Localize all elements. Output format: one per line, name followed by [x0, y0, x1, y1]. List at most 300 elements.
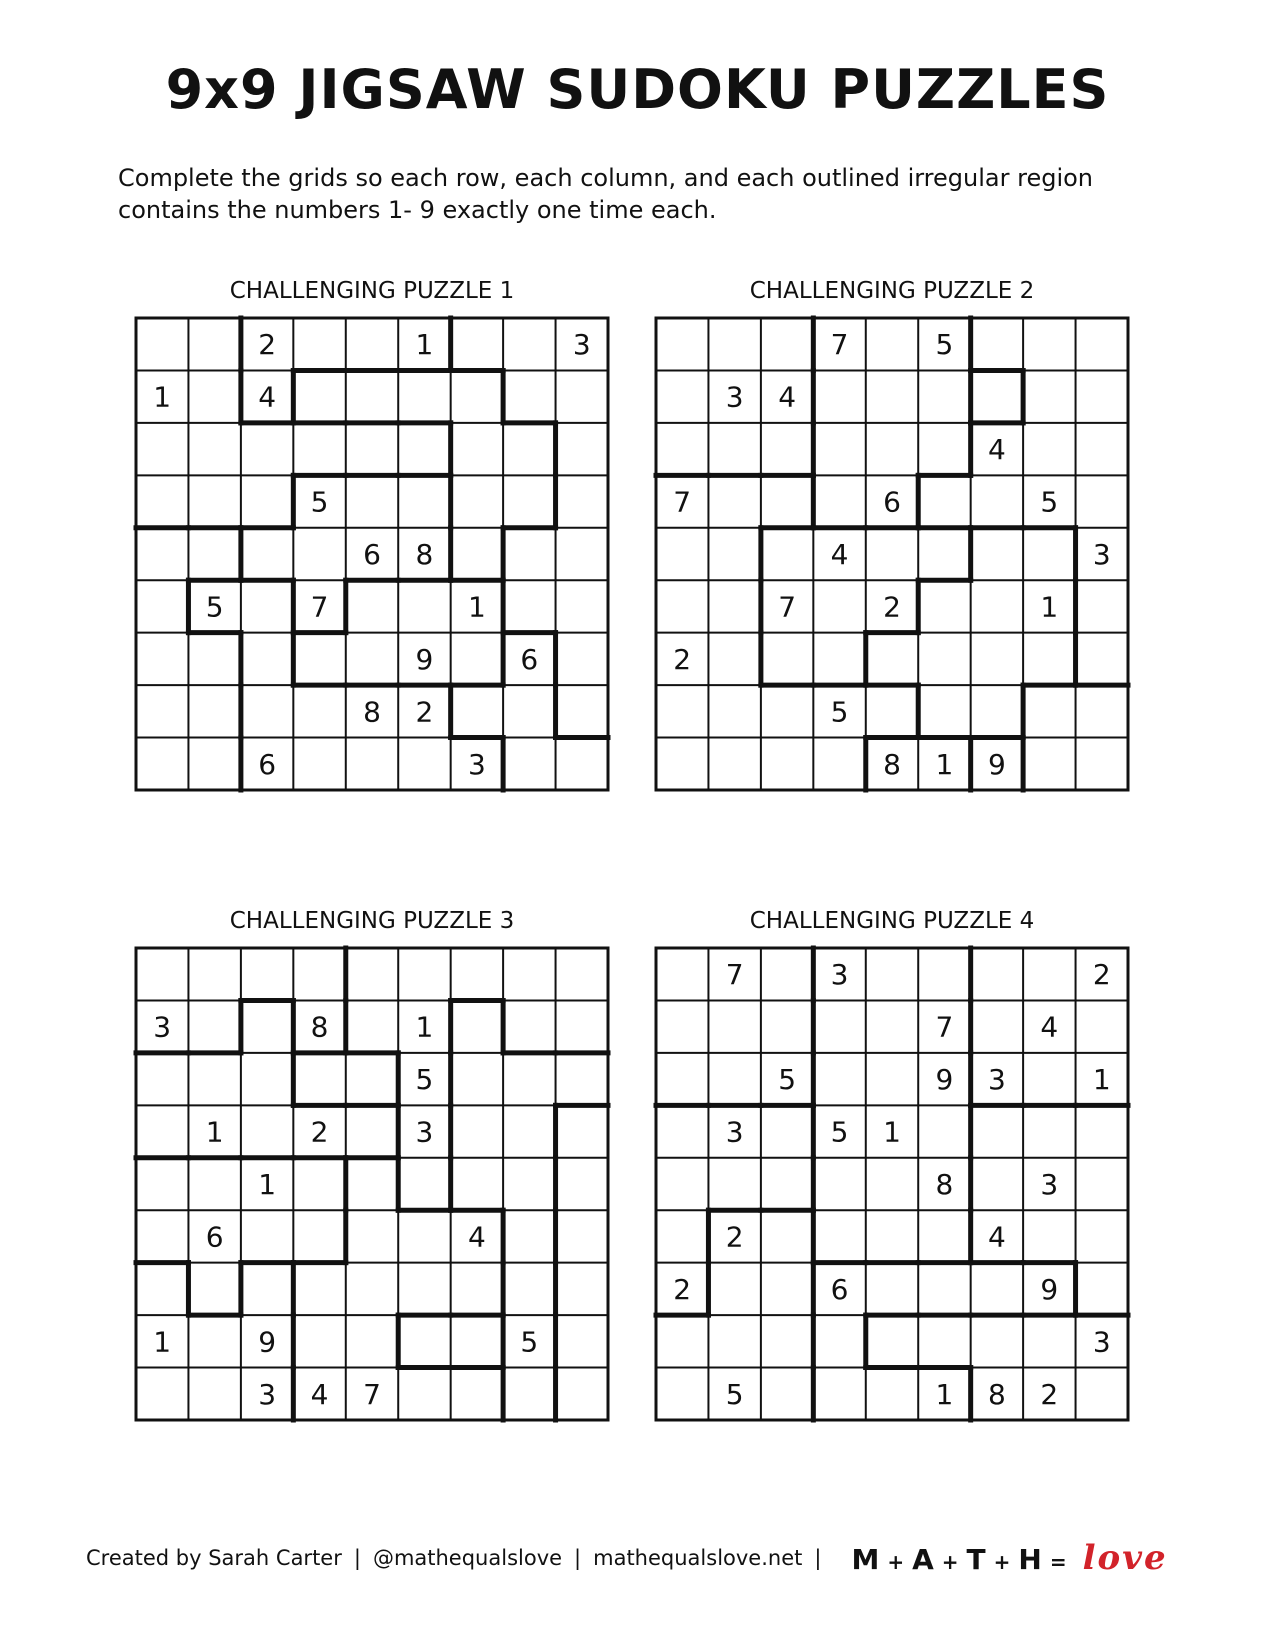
- grid-cell[interactable]: [293, 1053, 345, 1105]
- grid-cell[interactable]: [1076, 633, 1128, 685]
- grid-cell[interactable]: [398, 1210, 450, 1262]
- grid-cell[interactable]: [866, 1315, 918, 1367]
- grid-cell[interactable]: [188, 1263, 240, 1315]
- grid-cell[interactable]: [1076, 1368, 1128, 1420]
- grid-cell[interactable]: [398, 475, 450, 527]
- grid-cell[interactable]: [556, 580, 608, 632]
- grid-cell[interactable]: [293, 1158, 345, 1210]
- grid-cell[interactable]: [813, 423, 865, 475]
- given-number: 6: [258, 747, 277, 781]
- grid-cell[interactable]: [708, 580, 760, 632]
- grid-cell[interactable]: [971, 475, 1023, 527]
- grid-cell[interactable]: [813, 738, 865, 790]
- grid-cell[interactable]: [1023, 1105, 1075, 1157]
- grid-cell[interactable]: [708, 738, 760, 790]
- grid-cell[interactable]: [1076, 1263, 1128, 1315]
- grid-cell[interactable]: [241, 528, 293, 580]
- grid-cell[interactable]: [136, 685, 188, 737]
- given-number: 1: [1092, 1063, 1111, 1097]
- grid-cell[interactable]: [1023, 1315, 1075, 1367]
- grid-cell[interactable]: [918, 528, 970, 580]
- grid-cell[interactable]: [1076, 685, 1128, 737]
- grid-cell[interactable]: [971, 633, 1023, 685]
- grid-cell[interactable]: [1076, 1105, 1128, 1157]
- grid-cell[interactable]: [241, 475, 293, 527]
- grid-cell[interactable]: [136, 580, 188, 632]
- grid-cell[interactable]: [708, 318, 760, 370]
- grid-cell[interactable]: [451, 1105, 503, 1157]
- grid-cell[interactable]: [971, 1105, 1023, 1157]
- grid-cell[interactable]: [761, 1000, 813, 1052]
- grid-cell[interactable]: [1023, 633, 1075, 685]
- grid-cell[interactable]: [136, 475, 188, 527]
- grid-cell[interactable]: [656, 1315, 708, 1367]
- given-number: 6: [830, 1272, 849, 1306]
- grid-cell[interactable]: [556, 633, 608, 685]
- grid-cell[interactable]: [241, 948, 293, 1000]
- grid-cell[interactable]: [656, 948, 708, 1000]
- grid-cell[interactable]: [708, 528, 760, 580]
- given-number: 7: [673, 485, 692, 519]
- grid-cell[interactable]: [556, 1315, 608, 1367]
- grid-cell[interactable]: [1023, 1210, 1075, 1262]
- given-number: 4: [987, 433, 1006, 467]
- grid-cell[interactable]: [556, 1368, 608, 1420]
- grid-cell[interactable]: [1076, 1000, 1128, 1052]
- given-number: 2: [258, 328, 277, 362]
- grid-cell[interactable]: [556, 1210, 608, 1262]
- grid-cell[interactable]: [761, 475, 813, 527]
- grid-cell[interactable]: [398, 738, 450, 790]
- given-number: 6: [205, 1220, 224, 1254]
- grid-cell[interactable]: [241, 1210, 293, 1262]
- grid-cell[interactable]: [708, 685, 760, 737]
- grid-cell[interactable]: [556, 738, 608, 790]
- footer-handle[interactable]: @mathequalslove: [372, 1546, 563, 1570]
- grid-cell[interactable]: [656, 1158, 708, 1210]
- grid-cell[interactable]: [503, 1368, 555, 1420]
- given-number: 1: [935, 1377, 954, 1411]
- grid-cell[interactable]: [346, 475, 398, 527]
- given-number: 6: [883, 485, 901, 519]
- grid-svg: [136, 948, 608, 1420]
- grid-cell[interactable]: [656, 1210, 708, 1262]
- grid-cell[interactable]: [656, 685, 708, 737]
- given-number: 2: [1092, 958, 1111, 992]
- grid-svg: [656, 318, 1128, 790]
- grid-cell[interactable]: [451, 1053, 503, 1105]
- grid-cell[interactable]: [451, 475, 503, 527]
- grid-cell[interactable]: [503, 580, 555, 632]
- grid-cell[interactable]: [1076, 370, 1128, 422]
- given-number: 1: [415, 1010, 434, 1044]
- grid-cell[interactable]: [761, 1315, 813, 1367]
- grid-cell[interactable]: [503, 685, 555, 737]
- grid-cell[interactable]: [136, 633, 188, 685]
- given-number: 4: [310, 1377, 329, 1411]
- grid-cell[interactable]: [346, 370, 398, 422]
- grid-cell[interactable]: [866, 948, 918, 1000]
- grid-cell[interactable]: [761, 738, 813, 790]
- given-number: 4: [467, 1220, 486, 1254]
- sudoku-grid[interactable]: [656, 948, 1128, 1420]
- grid-cell[interactable]: [813, 475, 865, 527]
- grid-cell[interactable]: [293, 948, 345, 1000]
- grid-cell[interactable]: [503, 1000, 555, 1052]
- grid-cell[interactable]: [136, 1158, 188, 1210]
- given-number: 1: [1040, 590, 1059, 624]
- grid-cell[interactable]: [346, 1210, 398, 1262]
- grid-cell[interactable]: [346, 1315, 398, 1367]
- grid-cell[interactable]: [503, 528, 555, 580]
- logo-plus: +: [941, 1550, 961, 1574]
- grid-cell[interactable]: [398, 1158, 450, 1210]
- grid-cell[interactable]: [761, 1368, 813, 1420]
- grid-cell[interactable]: [708, 1315, 760, 1367]
- grid-cell[interactable]: [346, 1263, 398, 1315]
- grid-cell[interactable]: [293, 1315, 345, 1367]
- grid-cell[interactable]: [241, 1263, 293, 1315]
- grid-cell[interactable]: [451, 1000, 503, 1052]
- grid-cell[interactable]: [708, 475, 760, 527]
- grid-cell[interactable]: [346, 318, 398, 370]
- grid-cell[interactable]: [293, 738, 345, 790]
- grid-cell[interactable]: [918, 1105, 970, 1157]
- grid-cell[interactable]: [866, 1158, 918, 1210]
- grid-cell[interactable]: [293, 423, 345, 475]
- instructions-line-1: Complete the grids so each row, each column, and each outlined irregular region: [118, 164, 1093, 192]
- grid-cell[interactable]: [761, 1158, 813, 1210]
- grid-cell[interactable]: [398, 948, 450, 1000]
- grid-cell[interactable]: [761, 633, 813, 685]
- sudoku-grid[interactable]: [136, 948, 608, 1420]
- grid-cell[interactable]: [813, 1368, 865, 1420]
- grid-cell[interactable]: [188, 475, 240, 527]
- grid-cell[interactable]: [866, 1368, 918, 1420]
- given-number: 9: [415, 642, 434, 676]
- grid-cell[interactable]: [136, 318, 188, 370]
- grid-cell[interactable]: [556, 1158, 608, 1210]
- grid-cell[interactable]: [1076, 580, 1128, 632]
- grid-cell[interactable]: [188, 685, 240, 737]
- grid-cell[interactable]: [451, 633, 503, 685]
- grid-cell[interactable]: [346, 580, 398, 632]
- grid-cell[interactable]: [136, 1053, 188, 1105]
- given-number: 6: [520, 642, 539, 676]
- grid-cell[interactable]: [241, 685, 293, 737]
- grid-cell[interactable]: [918, 633, 970, 685]
- grid-cell[interactable]: [188, 423, 240, 475]
- grid-cell[interactable]: [346, 1000, 398, 1052]
- given-number: 5: [520, 1325, 539, 1359]
- grid-cell[interactable]: [556, 948, 608, 1000]
- grid-cell[interactable]: [293, 633, 345, 685]
- grid-cell[interactable]: [136, 1263, 188, 1315]
- grid-cell[interactable]: [451, 423, 503, 475]
- grid-cell[interactable]: [451, 1315, 503, 1367]
- grid-cell[interactable]: [188, 1315, 240, 1367]
- given-number: 3: [1040, 1168, 1059, 1201]
- given-number: 2: [310, 1115, 329, 1149]
- grid-cell[interactable]: [136, 738, 188, 790]
- grid-cell[interactable]: [556, 423, 608, 475]
- grid-cell[interactable]: [918, 1263, 970, 1315]
- grid-cell[interactable]: [1023, 685, 1075, 737]
- grid-cell[interactable]: [346, 423, 398, 475]
- grid-cell[interactable]: [761, 1105, 813, 1157]
- footer-credit: Created by Sarah Carter: [86, 1546, 342, 1570]
- grid-cell[interactable]: [708, 1158, 760, 1210]
- grid-cell[interactable]: [813, 1315, 865, 1367]
- grid-cell[interactable]: [866, 1053, 918, 1105]
- grid-cell[interactable]: [656, 318, 708, 370]
- grid-cell[interactable]: [1023, 370, 1075, 422]
- grid-cell[interactable]: [971, 370, 1023, 422]
- grid-cell[interactable]: [451, 1368, 503, 1420]
- grid-cell[interactable]: [293, 1210, 345, 1262]
- given-number: 1: [153, 380, 172, 414]
- grid-cell[interactable]: [1076, 475, 1128, 527]
- grid-cell[interactable]: [346, 1158, 398, 1210]
- given-number: 6: [363, 538, 381, 571]
- logo-plus: +: [993, 1550, 1013, 1574]
- given-number: 8: [363, 695, 381, 729]
- grid-cell[interactable]: [503, 1053, 555, 1105]
- given-number: 7: [310, 590, 329, 624]
- grid-cell[interactable]: [813, 370, 865, 422]
- footer-site-link[interactable]: mathequalslove.net: [593, 1546, 803, 1570]
- grid-cell[interactable]: [813, 633, 865, 685]
- grid-cell[interactable]: [866, 1210, 918, 1262]
- grid-cell[interactable]: [971, 1158, 1023, 1210]
- grid-cell[interactable]: [398, 370, 450, 422]
- grid-cell[interactable]: [451, 948, 503, 1000]
- grid-cell[interactable]: [136, 948, 188, 1000]
- grid-cell[interactable]: [1076, 423, 1128, 475]
- grid-cell[interactable]: [866, 370, 918, 422]
- grid-cell[interactable]: [813, 1158, 865, 1210]
- grid-cell[interactable]: [866, 423, 918, 475]
- grid-cell[interactable]: [971, 1000, 1023, 1052]
- grid-cell[interactable]: [918, 475, 970, 527]
- grid-cell[interactable]: [971, 318, 1023, 370]
- grid-cell[interactable]: [708, 1263, 760, 1315]
- grid-cell[interactable]: [656, 1105, 708, 1157]
- grid-cell[interactable]: [556, 528, 608, 580]
- grid-cell[interactable]: [918, 685, 970, 737]
- sudoku-grid[interactable]: [656, 318, 1128, 790]
- grid-cell[interactable]: [761, 948, 813, 1000]
- grid-cell[interactable]: [918, 423, 970, 475]
- grid-cell[interactable]: [451, 318, 503, 370]
- grid-cell[interactable]: [346, 738, 398, 790]
- grid-cell[interactable]: [1023, 423, 1075, 475]
- grid-cell[interactable]: [293, 370, 345, 422]
- grid-cell[interactable]: [556, 475, 608, 527]
- grid-cell[interactable]: [503, 738, 555, 790]
- grid-cell[interactable]: [241, 1053, 293, 1105]
- grid-cell[interactable]: [656, 580, 708, 632]
- grid-cell[interactable]: [293, 318, 345, 370]
- logo-letter-m: M: [851, 1543, 882, 1576]
- given-number: 1: [883, 1115, 901, 1149]
- grid-cell[interactable]: [918, 1210, 970, 1262]
- grid-cell[interactable]: [346, 633, 398, 685]
- sudoku-grid[interactable]: [136, 318, 608, 790]
- grid-cell[interactable]: [761, 1210, 813, 1262]
- grid-cell[interactable]: [398, 423, 450, 475]
- grid-cell[interactable]: [451, 1263, 503, 1315]
- given-number: 2: [673, 1272, 692, 1306]
- grid-cell[interactable]: [708, 423, 760, 475]
- puzzle-title: CHALLENGING PUZZLE 3: [229, 908, 515, 934]
- grid-cell[interactable]: [918, 580, 970, 632]
- given-number: 8: [883, 747, 901, 781]
- given-number: 3: [467, 747, 486, 781]
- grid-cell[interactable]: [451, 685, 503, 737]
- grid-cell[interactable]: [293, 1263, 345, 1315]
- grid-cell[interactable]: [1076, 318, 1128, 370]
- grid-cell[interactable]: [813, 1053, 865, 1105]
- grid-cell[interactable]: [188, 318, 240, 370]
- given-number: 3: [415, 1115, 434, 1149]
- given-number: 3: [1092, 1325, 1111, 1359]
- grid-cell[interactable]: [241, 1000, 293, 1052]
- grid-cell[interactable]: [556, 370, 608, 422]
- grid-cell[interactable]: [503, 948, 555, 1000]
- grid-cell[interactable]: [398, 1368, 450, 1420]
- grid-cell[interactable]: [813, 1000, 865, 1052]
- grid-cell[interactable]: [656, 423, 708, 475]
- grid-cell[interactable]: [503, 370, 555, 422]
- grid-cell[interactable]: [556, 1000, 608, 1052]
- grid-cell[interactable]: [761, 1263, 813, 1315]
- grid-cell[interactable]: [556, 685, 608, 737]
- grid-cell[interactable]: [293, 528, 345, 580]
- grid-cell[interactable]: [918, 948, 970, 1000]
- grid-cell[interactable]: [971, 948, 1023, 1000]
- grid-cell[interactable]: [188, 1053, 240, 1105]
- grid-cell[interactable]: [136, 423, 188, 475]
- grid-cell[interactable]: [866, 633, 918, 685]
- grid-cell[interactable]: [813, 580, 865, 632]
- grid-cell[interactable]: [1023, 318, 1075, 370]
- given-number: 8: [987, 1377, 1006, 1411]
- grid-cell[interactable]: [971, 528, 1023, 580]
- logo-love-script: love: [1082, 1538, 1168, 1578]
- grid-cell[interactable]: [1076, 1210, 1128, 1262]
- grid-cell[interactable]: [866, 1263, 918, 1315]
- grid-cell[interactable]: [656, 738, 708, 790]
- grid-cell[interactable]: [188, 1158, 240, 1210]
- given-number: 3: [258, 1377, 277, 1411]
- grid-cell[interactable]: [1076, 738, 1128, 790]
- grid-cell[interactable]: [1023, 948, 1075, 1000]
- grid-cell[interactable]: [451, 528, 503, 580]
- grid-cell[interactable]: [188, 370, 240, 422]
- grid-cell[interactable]: [866, 528, 918, 580]
- grid-cell[interactable]: [241, 580, 293, 632]
- instructions: [118, 162, 1178, 226]
- grid-cell[interactable]: [556, 1105, 608, 1157]
- grid-cell[interactable]: [188, 1368, 240, 1420]
- grid-cell[interactable]: [656, 528, 708, 580]
- grid-cell[interactable]: [656, 1000, 708, 1052]
- grid-cell[interactable]: [971, 1315, 1023, 1367]
- given-number: 4: [258, 380, 277, 414]
- grid-cell[interactable]: [241, 633, 293, 685]
- grid-cell[interactable]: [188, 738, 240, 790]
- grid-cell[interactable]: [761, 318, 813, 370]
- grid-cell[interactable]: [761, 423, 813, 475]
- grid-cell[interactable]: [918, 1315, 970, 1367]
- grid-cell[interactable]: [556, 1053, 608, 1105]
- grid-cell[interactable]: [503, 423, 555, 475]
- grid-cell[interactable]: [656, 1368, 708, 1420]
- grid-cell[interactable]: [136, 1210, 188, 1262]
- grid-cell[interactable]: [188, 528, 240, 580]
- grid-svg: [136, 318, 608, 790]
- grid-cell[interactable]: [556, 1263, 608, 1315]
- grid-cell[interactable]: [503, 1263, 555, 1315]
- grid-cell[interactable]: [136, 1105, 188, 1157]
- grid-cell[interactable]: [136, 1368, 188, 1420]
- grid-cell[interactable]: [866, 1000, 918, 1052]
- grid-cell[interactable]: [188, 1000, 240, 1052]
- grid-cell[interactable]: [708, 1000, 760, 1052]
- grid-cell[interactable]: [451, 370, 503, 422]
- grid-cell[interactable]: [656, 1053, 708, 1105]
- grid-cell[interactable]: [1023, 738, 1075, 790]
- grid-cell[interactable]: [136, 528, 188, 580]
- grid-cell[interactable]: [398, 580, 450, 632]
- grid-cell[interactable]: [398, 1315, 450, 1367]
- grid-cell[interactable]: [1023, 1053, 1075, 1105]
- grid-cell[interactable]: [971, 580, 1023, 632]
- grid-cell[interactable]: [503, 318, 555, 370]
- grid-cell[interactable]: [866, 685, 918, 737]
- grid-cell[interactable]: [188, 948, 240, 1000]
- grid-cell[interactable]: [1076, 1158, 1128, 1210]
- grid-cell[interactable]: [708, 633, 760, 685]
- grid-cell[interactable]: [503, 1105, 555, 1157]
- grid-cell[interactable]: [241, 423, 293, 475]
- grid-cell[interactable]: [971, 685, 1023, 737]
- grid-cell[interactable]: [346, 1105, 398, 1157]
- grid-cell[interactable]: [656, 370, 708, 422]
- grid-cell[interactable]: [761, 685, 813, 737]
- grid-cell[interactable]: [398, 1263, 450, 1315]
- grid-cell[interactable]: [241, 1105, 293, 1157]
- grid-cell[interactable]: [761, 528, 813, 580]
- grid-cell[interactable]: [503, 475, 555, 527]
- grid-cell[interactable]: [346, 1053, 398, 1105]
- given-number: 2: [673, 642, 692, 676]
- grid-cell[interactable]: [866, 318, 918, 370]
- grid-cell[interactable]: [918, 370, 970, 422]
- grid-cell[interactable]: [293, 685, 345, 737]
- grid-cell[interactable]: [708, 1053, 760, 1105]
- grid-cell[interactable]: [1023, 528, 1075, 580]
- grid-cell[interactable]: [346, 948, 398, 1000]
- grid-cell[interactable]: [813, 1210, 865, 1262]
- grid-cell[interactable]: [503, 1210, 555, 1262]
- grid-cell[interactable]: [503, 1158, 555, 1210]
- grid-cell[interactable]: [971, 1263, 1023, 1315]
- grid-cell[interactable]: [188, 633, 240, 685]
- grid-cell[interactable]: [451, 1158, 503, 1210]
- logo-letter-h: H: [1018, 1543, 1044, 1576]
